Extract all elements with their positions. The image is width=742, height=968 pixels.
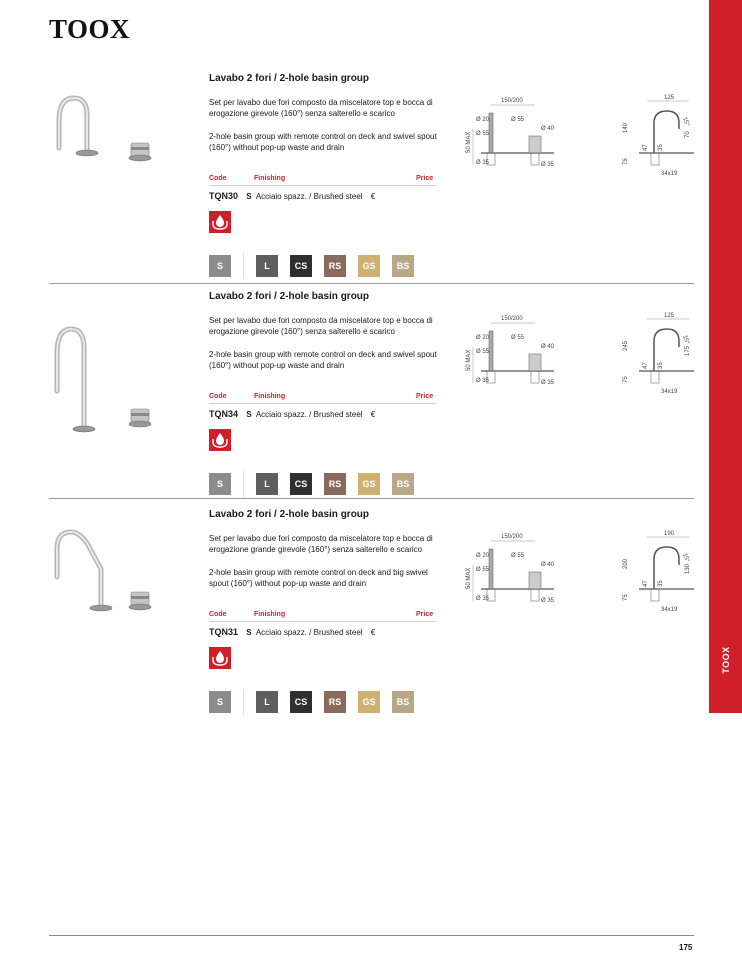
price-currency: € (370, 410, 376, 419)
finish-swatch-gs: GS (358, 691, 380, 713)
header-divider (209, 185, 436, 186)
dim-d35: Ø 35 (476, 160, 490, 166)
price-currency: € (370, 192, 376, 201)
finish-swatch-l: L (256, 255, 278, 277)
dim-side-75: 75 (623, 594, 629, 601)
front-technical-drawing (459, 93, 559, 183)
dim-side-35: 35 (658, 362, 664, 369)
product-code: TQN30 (209, 191, 239, 201)
dim-max: 50 MAX (466, 131, 472, 153)
product-code: TQN34 (209, 409, 239, 419)
price-currency: € (370, 628, 376, 637)
finish-name: Acciaio spazz. / Brushed steel (255, 410, 363, 419)
side-technical-drawing (609, 311, 699, 401)
page-number: 175 (679, 943, 693, 952)
price-row (209, 409, 375, 419)
dim-d55-b: Ø 55 (476, 567, 490, 573)
dim-d55-b: Ø 55 (476, 131, 490, 137)
dim-width: 150/200 (501, 534, 523, 540)
finish-swatch-s: S (209, 255, 231, 277)
header-price: Price (416, 611, 434, 618)
dim-d55: Ø 55 (511, 335, 525, 341)
dim-width: 150/200 (501, 98, 523, 104)
description-english: 2-hole basin group with remote control on deck and big swivel spout (160°) without pop-up waste and drain (209, 568, 428, 588)
description-english: 2-hole basin group with remote control on deck and swivel spout (160°) without pop-up waste and drain (209, 132, 437, 152)
finish-swatch-gs: GS (358, 255, 380, 277)
dim-side-angle: 15° (681, 552, 690, 564)
chapter-sidebar (709, 0, 742, 713)
finish-swatch-rs: RS (324, 255, 346, 277)
finish-swatch-bs: BS (392, 255, 414, 277)
dim-side-height: 200 (623, 558, 629, 569)
water-saving-icon (209, 429, 231, 451)
dim-side-width: 125 (664, 313, 675, 319)
product-title: Lavabo 2 fori / 2-hole basin group (209, 73, 370, 84)
dim-side-base: 34x19 (661, 607, 678, 613)
product-photo (49, 93, 164, 213)
finish-name: Acciaio spazz. / Brushed steel (255, 192, 363, 201)
dim-side-base: 34x19 (661, 389, 678, 395)
product-photo (49, 326, 164, 446)
finish-swatch-l: L (256, 473, 278, 495)
dim-side-width: 125 (664, 95, 675, 101)
dim-d35-b: Ø 35 (541, 598, 555, 604)
front-technical-drawing (459, 311, 559, 401)
dim-max: 50 MAX (466, 349, 472, 371)
finish-code: S (246, 628, 252, 637)
product-title: Lavabo 2 fori / 2-hole basin group (209, 291, 370, 302)
water-saving-icon (209, 647, 231, 669)
side-technical-drawing (609, 93, 699, 183)
dim-side-spout: 130 (685, 563, 691, 574)
header-divider (209, 621, 436, 622)
finish-code: S (246, 410, 252, 419)
dim-d20: Ø 20 (476, 335, 490, 341)
dim-side-47: 47 (643, 144, 649, 151)
finish-swatch-rs: RS (324, 473, 346, 495)
dim-side-75: 75 (623, 158, 629, 165)
finish-swatch-cs: CS (290, 255, 312, 277)
finish-swatch-l: L (256, 691, 278, 713)
sidebar-label: TOOX (720, 646, 731, 674)
header-price: Price (416, 175, 434, 182)
dim-side-spout: 70 (685, 131, 691, 138)
dim-side-47: 47 (643, 362, 649, 369)
price-row (209, 191, 375, 201)
dim-d40: Ø 40 (541, 344, 555, 350)
dim-max: 50 MAX (466, 567, 472, 589)
finish-swatch-s: S (209, 473, 231, 495)
description-italian: Set per lavabo due fori composto da miscelatore top e bocca di erogazione grande girevole (160°) senza salterello e scarico (209, 534, 433, 554)
product-section (49, 73, 694, 291)
finish-swatch-bs: BS (392, 691, 414, 713)
finish-swatch-bs: BS (392, 473, 414, 495)
front-technical-drawing (459, 529, 559, 619)
price-row (209, 627, 375, 637)
brand-logo: TOOX (49, 14, 131, 44)
finish-name: Acciaio spazz. / Brushed steel (255, 628, 363, 637)
swatch-separator (243, 253, 244, 279)
description-english: 2-hole basin group with remote control on deck and swivel spout (160°) without pop-up waste and drain (209, 350, 437, 370)
dim-side-angle: 15° (681, 334, 690, 346)
header-finishing: Finishing (254, 611, 286, 618)
dim-d20: Ø 20 (476, 553, 490, 559)
section-divider (49, 498, 694, 499)
dim-d35: Ø 35 (476, 596, 490, 602)
water-saving-icon (209, 211, 231, 233)
footer-rule (49, 935, 694, 936)
dim-side-spout: 175 (685, 345, 691, 356)
finish-swatch-s: S (209, 691, 231, 713)
dim-d55-b: Ø 55 (476, 349, 490, 355)
header-code: Code (209, 175, 227, 182)
section-divider (49, 283, 694, 284)
swatch-separator (243, 471, 244, 497)
description-italian: Set per lavabo due fori composto da miscelatore top e bocca di erogazione girevole (160°) senza salterello e scarico (209, 98, 433, 118)
dim-d35: Ø 35 (476, 378, 490, 384)
dim-d40: Ø 40 (541, 562, 555, 568)
dim-d40: Ø 40 (541, 126, 555, 132)
finish-swatch-rs: RS (324, 691, 346, 713)
dim-d35-b: Ø 35 (541, 162, 555, 168)
dim-side-35: 35 (658, 580, 664, 587)
side-technical-drawing (609, 529, 699, 619)
dim-d55: Ø 55 (511, 117, 525, 123)
product-photo (49, 529, 164, 649)
finish-swatches (209, 689, 426, 715)
dim-side-height: 140 (623, 122, 629, 133)
finish-code: S (246, 192, 252, 201)
header-code: Code (209, 393, 227, 400)
dim-side-height: 245 (623, 340, 629, 351)
header-price: Price (416, 393, 434, 400)
product-section (49, 291, 694, 509)
product-section (49, 509, 694, 727)
header-code: Code (209, 611, 227, 618)
description-italian: Set per lavabo due fori composto da miscelatore top e bocca di erogazione girevole (160°) senza salterello e scarico (209, 316, 433, 336)
header-divider (209, 403, 436, 404)
product-title: Lavabo 2 fori / 2-hole basin group (209, 509, 370, 520)
finish-swatches (209, 471, 426, 497)
dim-side-47: 47 (643, 580, 649, 587)
swatch-separator (243, 689, 244, 715)
dim-side-angle: 15° (681, 116, 690, 128)
header-finishing: Finishing (254, 175, 286, 182)
finish-swatch-cs: CS (290, 691, 312, 713)
dim-d20: Ø 20 (476, 117, 490, 123)
finish-swatch-gs: GS (358, 473, 380, 495)
product-code: TQN31 (209, 627, 239, 637)
dim-d55: Ø 55 (511, 553, 525, 559)
dim-side-base: 34x19 (661, 171, 678, 177)
finish-swatch-cs: CS (290, 473, 312, 495)
dim-side-35: 35 (658, 144, 664, 151)
dim-d35-b: Ø 35 (541, 380, 555, 386)
dim-side-75: 75 (623, 376, 629, 383)
finish-swatches (209, 253, 426, 279)
dim-width: 150/200 (501, 316, 523, 322)
header-finishing: Finishing (254, 393, 286, 400)
dim-side-width: 190 (664, 531, 675, 537)
